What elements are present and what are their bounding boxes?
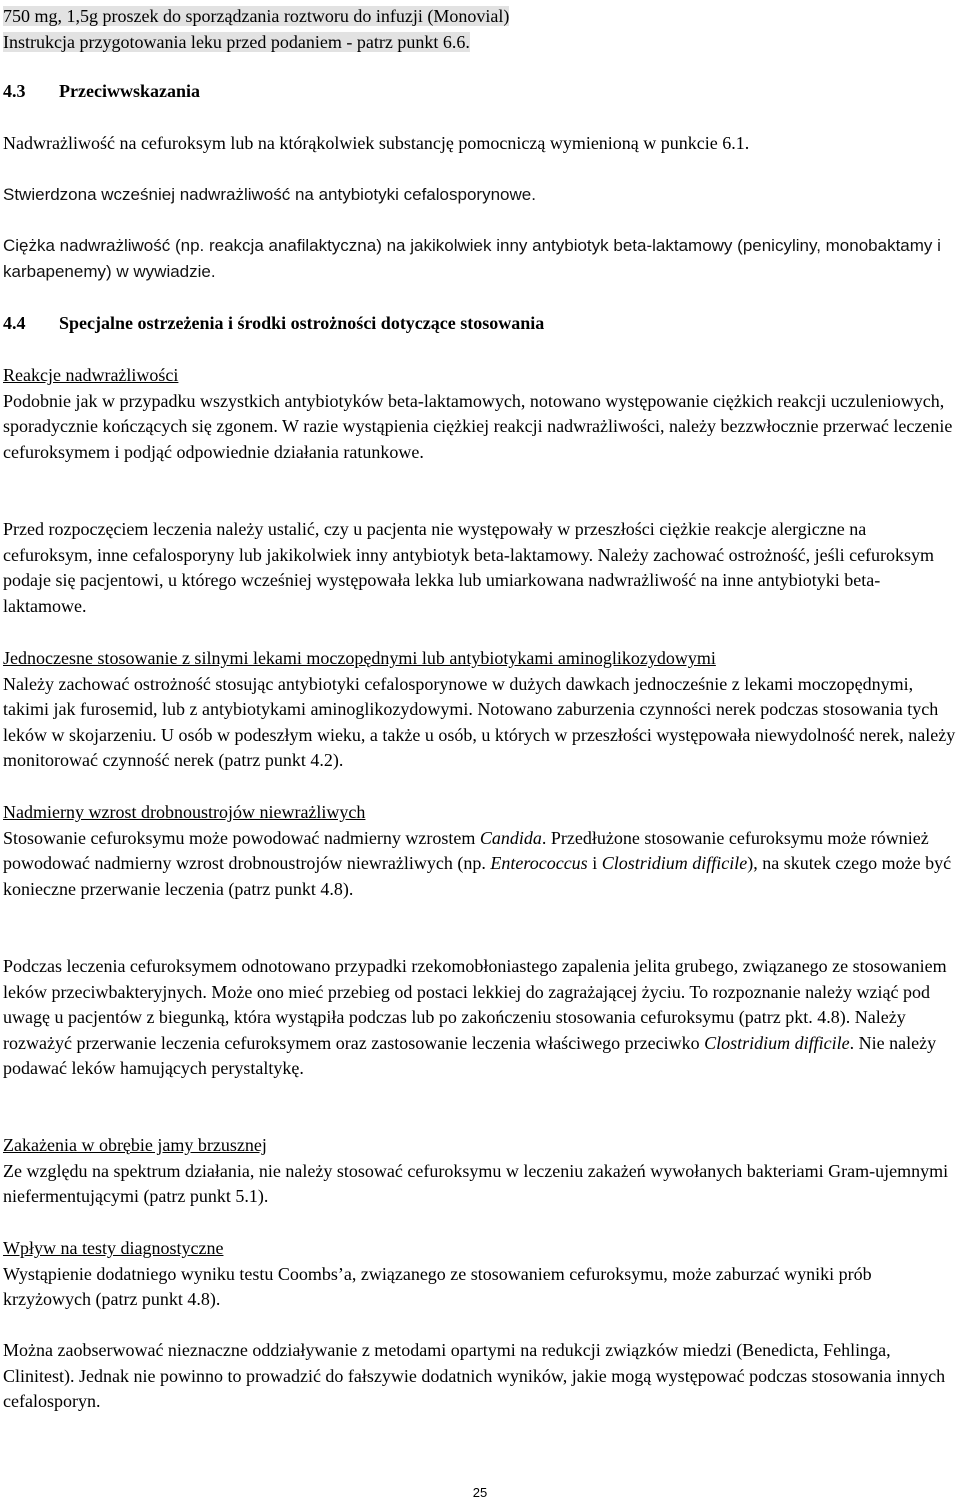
page-number: 25 xyxy=(472,1485,488,1500)
header-instruction-line: Instrukcja przygotowania leku przed podaniem - patrz punkt 6.6. xyxy=(3,31,470,52)
hypersensitivity-block xyxy=(3,363,957,465)
text-run: ), na skutek czego może być konieczne przerwanie leczenia (patrz punkt 4.8). xyxy=(3,853,952,899)
abdominal-infection-block xyxy=(3,1133,957,1210)
section-title: Przeciwwskazania xyxy=(59,81,200,101)
header-product-line: 750 mg, 1,5g proszek do sporządzania roztworu do infuzji (Monovial) xyxy=(3,6,510,26)
paragraph: Podobnie jak w przypadku wszystkich antybiotyków beta-laktamowych, notowano występowanie ciężkich reakcji uczuleniowych, sporadycznie kończących się zgonem. W razie wystąpienia ciężkiej reakcji nadwrażliwości, należy bezzwłocznie przerwać leczenie cefuroksymem i podjąć odpowiednie działania ratunkowe. xyxy=(3,390,953,462)
section-number: 4.3 xyxy=(3,81,26,101)
text-run: Podczas leczenia cefuroksymem odnotowano przypadki rzekomobłoniastego zapalenia jelita grubego, związanego ze stosowaniem leków przeciwbakteryjnych. Może ono mieć przebieg od postaci lekkiej do zagrażającej życiu. To rozpoznanie należy wziąć pod uwagę u pacjentów z biegunką, która wystąpiła podczas lub po zakończeniu stosowania cefuroksymu (patrz pkt. 4.8). Należy rozważyć przerwanie leczenia cefuroksymem oraz zastosowanie leczenia właściwego przeciwko xyxy=(3,956,947,1053)
organism-name: Clostridium difficile xyxy=(704,1032,850,1053)
organism-name: Clostridium difficile xyxy=(601,853,748,873)
paragraph xyxy=(3,954,957,1082)
paragraph: Ze względu na spektrum działania, nie należy stosować cefuroksymu w leczeniu zakażeń wywołanych bakteriami Gram-ujemnymi niefermentującymi (patrz punkt 5.1). xyxy=(3,1160,949,1206)
section-title: Specjalne ostrzeżenia i środki ostrożności dotyczące stosowania xyxy=(59,313,545,333)
concomitant-use-block xyxy=(3,646,957,774)
contraindication-paragraph: Nadwrażliwość na cefuroksym lub na którąkolwiek substancję pomocniczą wymienioną w punkcie 6.1. xyxy=(3,133,750,153)
section-4-3-heading xyxy=(3,79,957,105)
organism-name: Enterococcus xyxy=(490,853,588,873)
paragraph xyxy=(3,828,951,899)
subsection-heading: Jednoczesne stosowanie z silnymi lekami moczopędnymi lub antybiotykami aminoglikozydowymi xyxy=(3,648,716,668)
subsection-heading: Wpływ na testy diagnostyczne xyxy=(3,1238,224,1258)
text-run: . Przedłużone stosowanie cefuroksymu może również powodować nadmierny wzrost drobnoustrojów niewrażliwych (np. xyxy=(3,827,929,873)
document-header xyxy=(3,4,957,55)
text-run: Stosowanie cefuroksymu może powodować nadmierny wzrostem xyxy=(3,827,480,848)
paragraph: Przed rozpoczęciem leczenia należy ustalić, czy u pacjenta nie występowały w przeszłości ciężkie reakcje alergiczne na cefuroksym, inne cefalosporyny lub jakikolwiek inny antybiotyk beta-laktamowy. Należy zachować ostrożność, jeśli cefuroksym podaje się pacjentowi, u którego wcześniej występowała lekka lub umiarkowana nadwrażliwość na inne antybiotyki beta-laktamowe. xyxy=(3,519,935,616)
section-number: 4.4 xyxy=(3,313,26,333)
organism-name: Candida xyxy=(479,827,542,848)
contraindication-paragraph: Ciężka nadwrażliwość (np. reakcja anafilaktyczna) na jakikolwiek inny antybiotyk beta-laktamowy (penicyliny, monobaktamy i karbapenemy) w wywiadzie. xyxy=(3,236,941,281)
paragraph: Należy zachować ostrożność stosując antybiotyki cefalosporynowe w dużych dawkach jednocześnie z lekami moczopędnymi, takimi jak furosemid, lub z antybiotykami aminoglikozydowymi. Notowano zaburzenia czynności nerek podczas stosowania tych leków w skojarzeniu. U osób w podeszłym wieku, a także u osób, u których w przeszłości występowała niewydolność nerek, należy monitorować czynność nerek (patrz punkt 4.2). xyxy=(3,673,956,770)
contraindication-paragraph: Stwierdzona wcześniej nadwrażliwość na antybiotyki cefalosporynowe. xyxy=(3,185,536,204)
subsection-heading: Nadmierny wzrost drobnoustrojów niewrażliwych xyxy=(3,802,366,822)
overgrowth-block xyxy=(3,800,957,902)
paragraph: Wystąpienie dodatniego wyniku testu Coombs’a, związanego ze stosowaniem cefuroksymu, może zaburzać wyniki prób krzyżowych (patrz punkt 4.8). xyxy=(3,1263,872,1309)
text-run: . Nie należy podawać leków hamujących perystaltykę. xyxy=(3,1032,937,1078)
section-4-4-heading xyxy=(3,311,957,337)
paragraph: Można zaobserwować nieznaczne oddziaływanie z metodami opartymi na redukcji związków miedzi (Benedicta, Fehlinga, Clinitest). Jednak nie powinno to prowadzić do fałszywie dodatnich wyników, jakie mogą występować podczas stosowania innych cefalosporyn. xyxy=(3,1340,946,1411)
subsection-heading: Zakażenia w obrębie jamy brzusznej xyxy=(3,1135,267,1155)
subsection-heading: Reakcje nadwrażliwości xyxy=(3,365,179,385)
text-run: i xyxy=(587,853,602,873)
diagnostic-tests-block xyxy=(3,1236,957,1313)
